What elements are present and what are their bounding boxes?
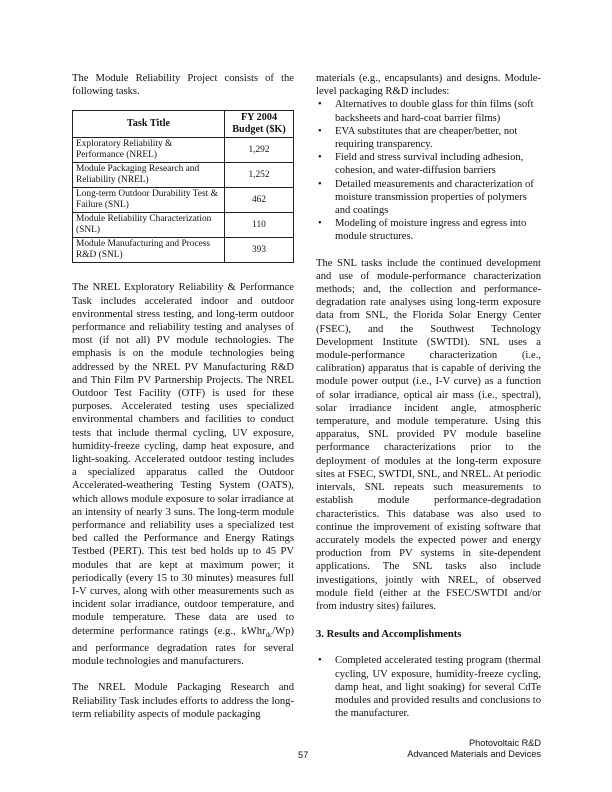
- budget-cell: 1,252: [225, 163, 294, 188]
- budget-cell: 462: [225, 188, 294, 213]
- snl-tasks-paragraph: The SNL tasks include the continued development and use of module-performance characterization methods; and, the collection and performance-degradation rate analyses using long-term exposure data from SNL, the Florida Solar Energy Center (FSEC), and the Southwest Technology Development Institute (SWTDI). SNL uses a module-performance characterization (i.e., calibration) apparatus that is capable of deriving the module power output (i.e., I-V curve) as a function of solar irradiance, optical air mass (i.e., spectral), solar irradiance incident angle, atmospheric temperature, and module temperature. Using this apparatus, SNL provided PV module baseline performance characterizations prior to the deployment of modules at the long-term exposure sites at FSEC, SWTDI, SNL, and NREL. At periodic intervals, SNL repeats such measurements to establish module performance-degradation characteristics. This database was also used to continue the improvement of existing software that accurately models the expected power and energy production from PV systems in site-dependent applications. The SNL tasks also include investigations, jointly with NREL, of observed module field (either at the FSEC/SWTDI and/or from industry sites) failures.: [316, 257, 541, 612]
- left-column: [72, 72, 294, 721]
- bullet-icon: •: [318, 99, 322, 111]
- budget-cell: 110: [225, 213, 294, 238]
- table-row: [73, 163, 294, 188]
- subscript-dc: dc: [265, 630, 273, 639]
- bullet-icon: •: [318, 152, 322, 164]
- bullet-icon: •: [318, 178, 322, 190]
- list-item: [316, 98, 541, 124]
- right-column: [316, 72, 541, 720]
- budget-cell: 1,292: [225, 138, 294, 163]
- module-packaging-paragraph: The NREL Module Packaging Research and Reliability Task includes efforts to address the long-term reliability aspects of module packaging: [72, 682, 294, 720]
- table-header-task-title: Task Title: [73, 111, 225, 138]
- list-item: [316, 125, 541, 151]
- task-title-cell: Module Manufacturing and Process R&D (SNL): [73, 238, 225, 263]
- task-title-cell: Long-term Outdoor Durability Test & Failure (SNL): [73, 188, 225, 213]
- list-item: [316, 178, 541, 218]
- task-budget-table: [72, 110, 294, 263]
- task-title-cell: Module Packaging Research and Reliability (NREL): [73, 163, 225, 188]
- table-row: [73, 138, 294, 163]
- list-item-text: Detailed measurements and characterization of moisture transmission properties of polymers and coatings: [335, 178, 534, 217]
- list-item: [316, 654, 541, 720]
- intro-paragraph: The Module Reliability Project consists of the following tasks.: [72, 73, 294, 98]
- page-number: 57: [298, 750, 309, 760]
- list-item-text: Field and stress survival including adhesion, cohesion, and water-diffusion barriers: [335, 152, 524, 177]
- exploratory-text-part-1: The NREL Exploratory Reliability & Performance Task includes accelerated indoor and outdoor environmental stress testing, and long-term outdoor performance and reliability testing and analyses of most (if not all) PV module technologies. The emphasis is on the module technologies being addressed by the NREL PV Manufacturing R&D and Thin Film PV Partnership Projects. The NREL Outdoor Test Facility (OTF) is used for these purposes. Accelerated testing uses specialized environmental chambers and facilities to conduct tests that include thermal cycling, UV exposure, humidity-freeze cycling, damp heat exposure, and light-soaking. Accelerated outdoor testing includes a specialized apparatus called the Outdoor Accelerated-weathering Testing System (OATS), which allows module exposure to solar irradiance at an intensity of nearly 3 suns. The long-term module performance and reliability uses a specialized test bed called the Performance and Energy Ratings Testbed (PERT). This test bed holds up to 45 PV modules that are kept at maximum power; it periodically (every 15 to 30 minutes) measures full I-V curves, along with other measurements such as incident solar irradiance, outdoor temperature, and module temperature. These data are used to determine performance ratings (e.g., kWhr: [72, 282, 294, 637]
- table-row: [73, 238, 294, 263]
- footer-line-1: Photovoltaic R&D: [468, 738, 541, 748]
- exploratory-reliability-paragraph: [72, 281, 294, 668]
- list-item: [316, 151, 541, 177]
- list-item-text: Completed accelerated testing program (thermal cycling, UV exposure, humidity-freeze cycling, damp heat, and light soaking) for several CdTe modules and provided results and conclusions to the manufacturer.: [335, 655, 541, 720]
- footer-title: [407, 738, 541, 760]
- packaging-continuation-paragraph: materials (e.g., encapsulants) and designs. Module-level packaging R&D includes:: [316, 73, 541, 98]
- list-item: [316, 217, 541, 243]
- bullet-icon: •: [318, 655, 322, 667]
- section-heading: 3. Results and Accomplishments: [316, 629, 462, 641]
- footer-line-2: Advanced Materials and Devices: [407, 749, 541, 759]
- table-row: [73, 188, 294, 213]
- table-header-row: [73, 111, 294, 138]
- table-row: [73, 213, 294, 238]
- list-item-text: Alternatives to double glass for thin films (soft backsheets and hard-coat barrier films): [335, 99, 534, 124]
- list-item-text: Modeling of moisture ingress and egress into module structures.: [335, 218, 527, 243]
- task-title-cell: Exploratory Reliability & Performance (NREL): [73, 138, 225, 163]
- bullet-icon: •: [318, 218, 322, 230]
- bullet-icon: •: [318, 125, 322, 137]
- results-bullet-list: [316, 654, 541, 720]
- exploratory-text-part-2: /Wp) and performance degradation rates for several module technologies and manufacturers.: [72, 625, 294, 668]
- budget-cell: 393: [225, 238, 294, 263]
- packaging-bullet-list: [316, 98, 541, 243]
- table-header-budget: FY 2004 Budget ($K): [225, 111, 294, 138]
- task-title-cell: Module Reliability Characterization (SNL): [73, 213, 225, 238]
- list-item-text: EVA substitutes that are cheaper/better, not requiring transparency.: [335, 125, 518, 151]
